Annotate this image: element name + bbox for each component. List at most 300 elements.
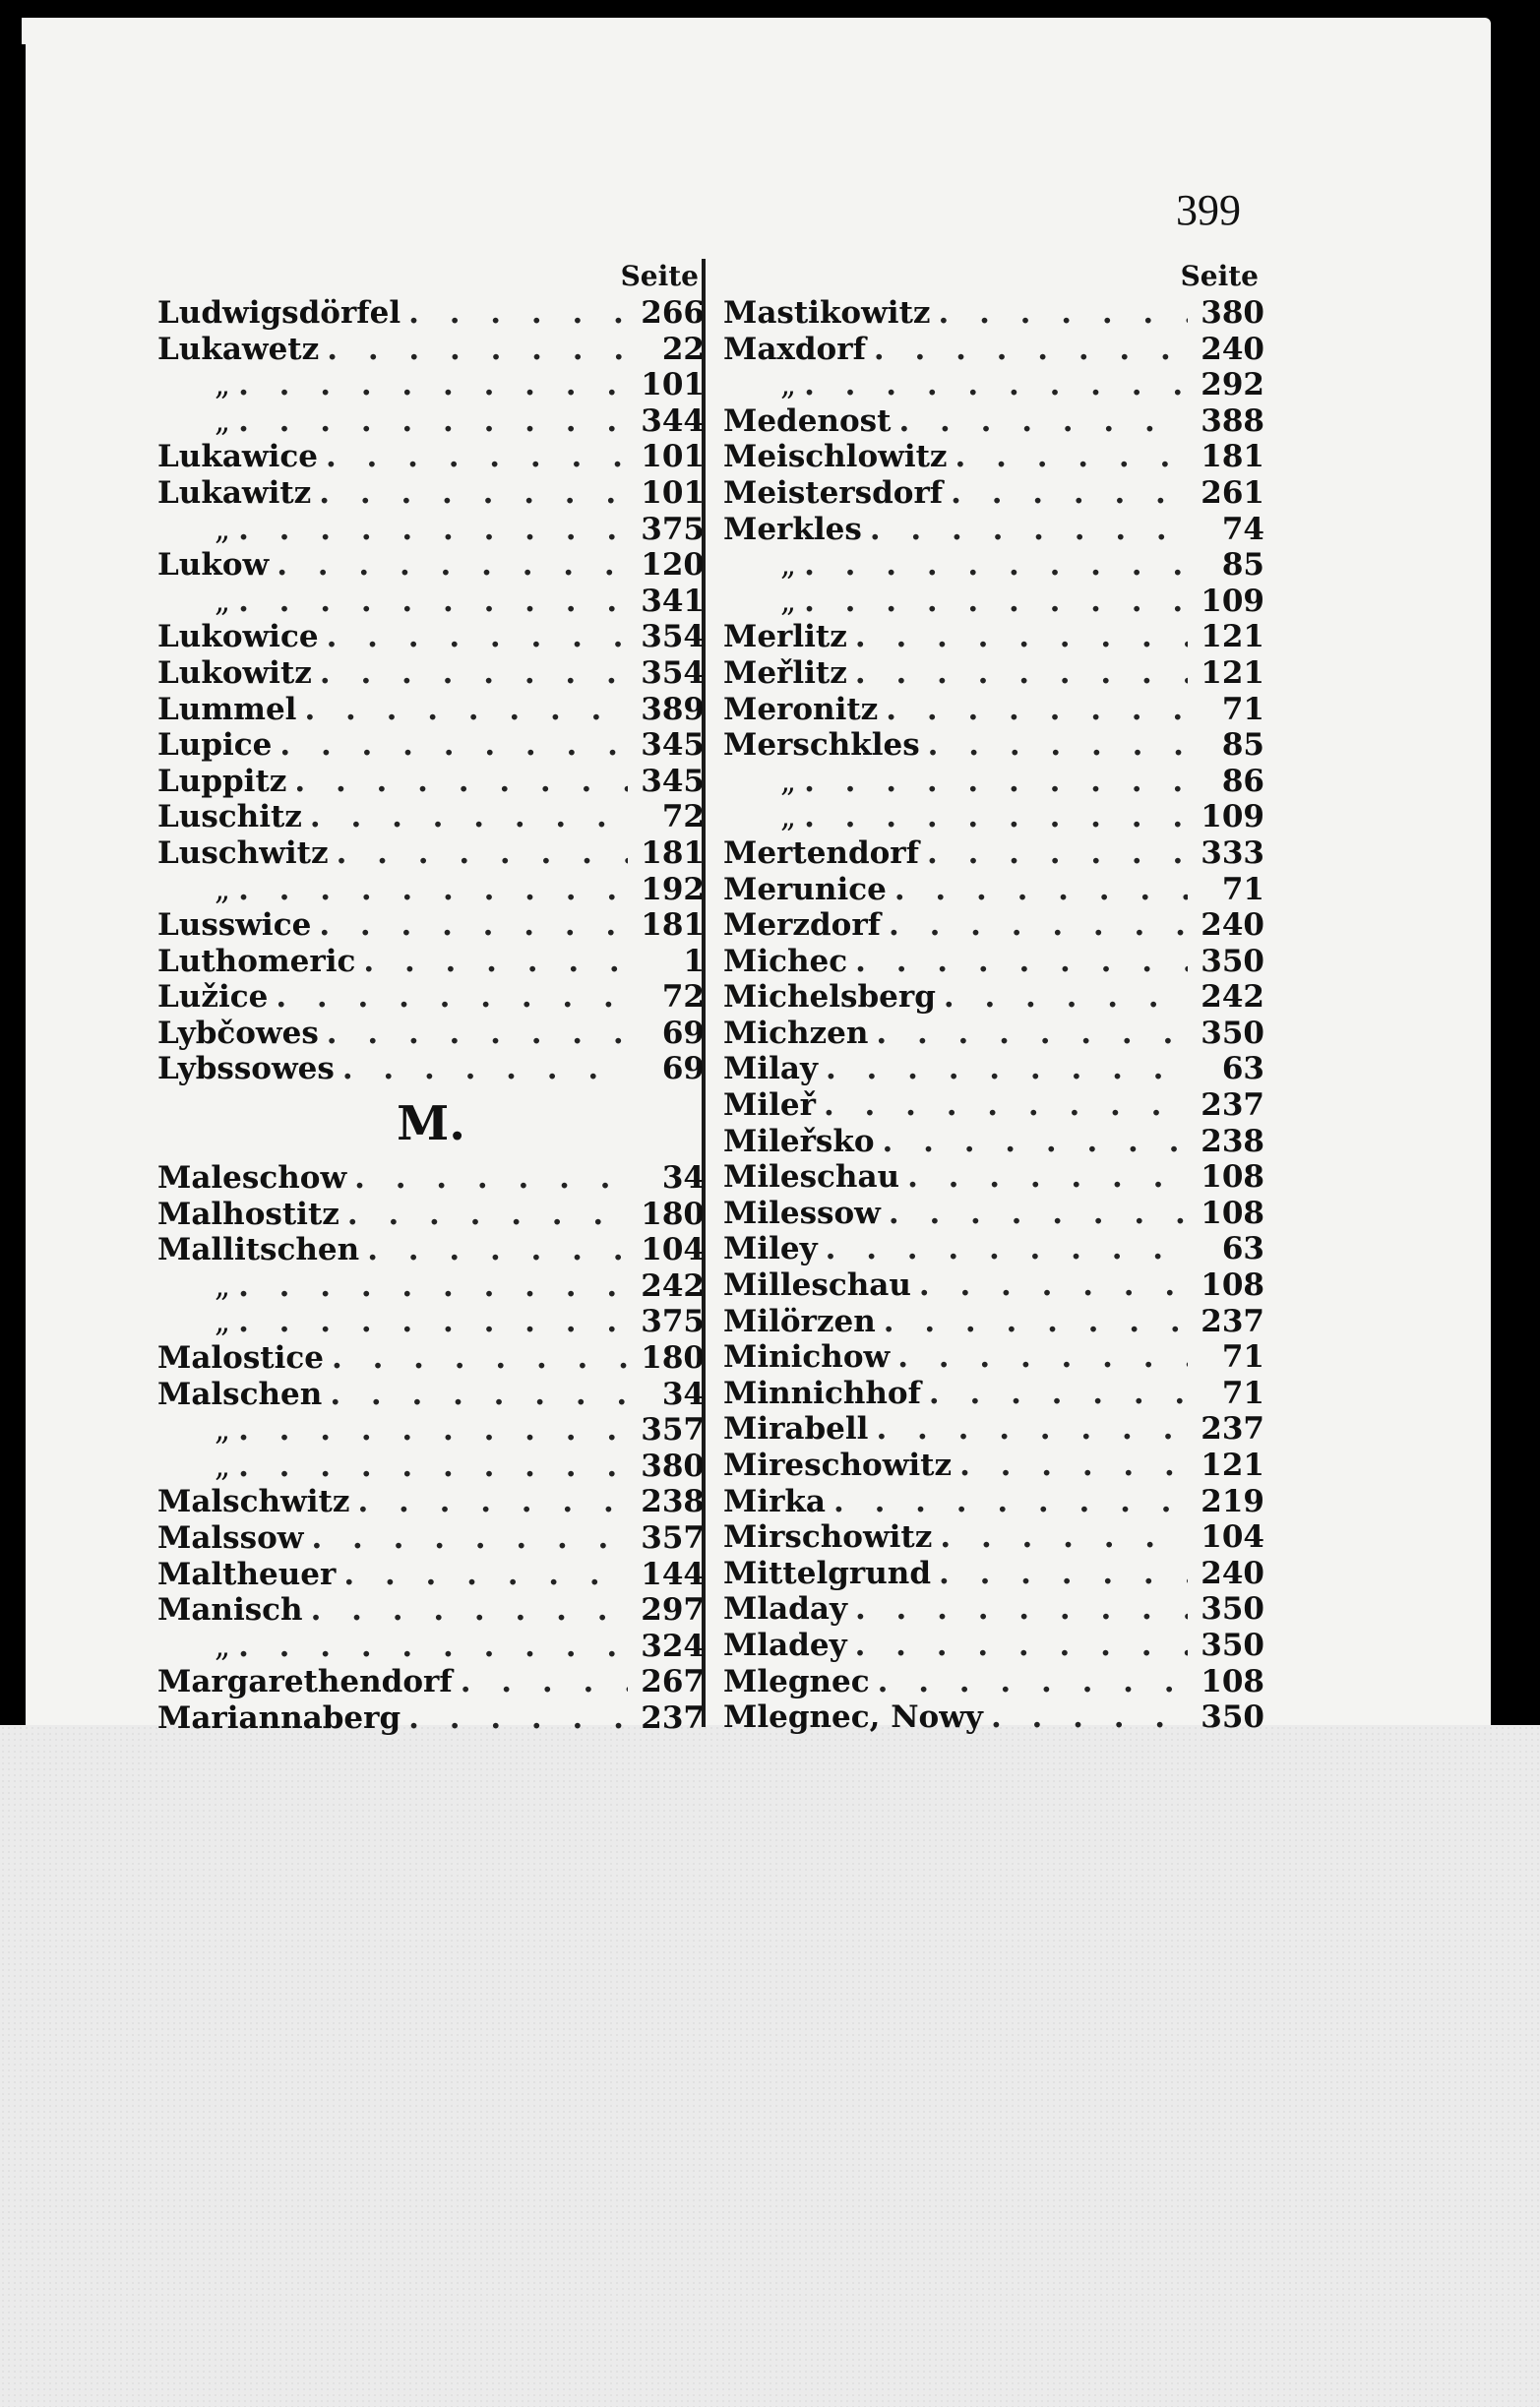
leader-dots xyxy=(907,1159,1188,1196)
entry-name: Miley xyxy=(723,1231,818,1267)
entry-name: Malschen xyxy=(157,1376,323,1412)
index-entry xyxy=(723,1087,1264,1124)
leader-dots xyxy=(408,1700,628,1737)
entry-page: 192 xyxy=(641,871,705,907)
entry-page: 63 xyxy=(1221,1231,1264,1267)
leader-dots xyxy=(367,1232,628,1268)
entry-name: Lužice xyxy=(157,979,269,1016)
entry-name: Luschwitz xyxy=(157,834,329,871)
entry-page: 242 xyxy=(1201,979,1264,1016)
index-entry xyxy=(723,403,1264,440)
index-entry xyxy=(157,367,705,403)
leader-dots xyxy=(238,403,628,440)
index-entry xyxy=(723,1304,1264,1340)
index-entry xyxy=(157,1197,705,1233)
index-entry xyxy=(723,295,1264,332)
index-entry xyxy=(723,332,1264,368)
index-entry xyxy=(157,403,705,440)
leader-dots xyxy=(991,1699,1188,1736)
entry-page: 380 xyxy=(1201,295,1264,331)
entry-name: Malhostitz xyxy=(157,1196,339,1232)
entry-page: 181 xyxy=(641,907,705,944)
leader-dots xyxy=(959,1448,1188,1484)
entry-page: 266 xyxy=(641,295,705,331)
leader-dots xyxy=(354,1160,628,1197)
leader-dots xyxy=(327,1016,628,1052)
entry-page: 181 xyxy=(1201,439,1264,475)
entry-page: 357 xyxy=(641,1412,705,1449)
index-entry xyxy=(157,619,705,655)
entry-name: Merschkles xyxy=(723,727,920,764)
index-entry xyxy=(157,1051,705,1087)
index-entry xyxy=(723,367,1264,403)
entry-name: Mladey xyxy=(723,1627,847,1663)
leader-dots xyxy=(279,727,628,764)
index-entry xyxy=(723,872,1264,908)
entry-name: Merlitz xyxy=(723,619,847,655)
index-entry xyxy=(157,439,705,475)
index-entry xyxy=(157,1557,705,1593)
entry-name: Mileřsko xyxy=(723,1123,875,1159)
entry-page: 86 xyxy=(1221,763,1264,799)
index-entry xyxy=(157,1016,705,1052)
leader-dots xyxy=(342,1051,628,1087)
leader-dots xyxy=(304,692,628,728)
entry-name: Milay xyxy=(723,1051,818,1087)
entry-page: 108 xyxy=(1201,1663,1264,1699)
entry-name: Lybssowes xyxy=(157,1051,335,1087)
entry-page: 237 xyxy=(641,1699,705,1736)
index-entry xyxy=(157,799,705,835)
entry-page: 181 xyxy=(641,834,705,871)
entry-name: Medenost xyxy=(723,402,892,439)
entry-name: Mariannaberg xyxy=(157,1699,401,1736)
index-entry xyxy=(723,1267,1264,1304)
index-entry xyxy=(157,872,705,908)
leader-dots xyxy=(824,1087,1188,1124)
leader-dots xyxy=(804,799,1188,835)
entry-page: 1 xyxy=(683,943,705,979)
leader-dots xyxy=(955,439,1188,475)
index-entry xyxy=(723,944,1264,980)
index-entry xyxy=(723,1448,1264,1484)
entry-page: 34 xyxy=(661,1160,705,1197)
leader-dots xyxy=(870,512,1188,548)
leader-dots xyxy=(855,944,1188,980)
entry-name: Luppitz xyxy=(157,763,287,799)
entry-page: 354 xyxy=(641,619,705,655)
leader-dots xyxy=(238,1629,628,1665)
index-entry xyxy=(157,1592,705,1629)
entry-page: 350 xyxy=(1201,1699,1264,1736)
leader-dots xyxy=(238,872,628,908)
entry-name: Minnichhof xyxy=(723,1375,921,1411)
entry-name: Mirabell xyxy=(723,1411,869,1448)
leader-dots xyxy=(855,1628,1188,1664)
section-letter: M. xyxy=(397,1096,465,1152)
index-entry xyxy=(157,655,705,692)
leader-dots xyxy=(894,872,1188,908)
leader-dots xyxy=(363,944,628,980)
entry-list-m-continued xyxy=(723,295,1264,1736)
entry-page: 180 xyxy=(641,1340,705,1377)
entry-name: „ xyxy=(780,799,797,835)
index-entry xyxy=(723,1159,1264,1196)
index-entry xyxy=(157,979,705,1016)
leader-dots xyxy=(939,1556,1188,1592)
index-entry xyxy=(157,835,705,872)
entry-page: 240 xyxy=(1201,907,1264,944)
entry-name: „ xyxy=(780,367,797,403)
entry-name: „ xyxy=(780,763,797,799)
entry-name: Luthomeric xyxy=(157,943,356,979)
index-entry xyxy=(157,692,705,728)
entry-page: 237 xyxy=(1201,1087,1264,1124)
index-entry xyxy=(157,907,705,944)
entry-name: Milörzen xyxy=(723,1303,876,1339)
entry-page: 219 xyxy=(1201,1483,1264,1519)
leader-dots xyxy=(238,1268,628,1305)
entry-name: „ xyxy=(215,871,231,907)
entry-name: Michelsberg xyxy=(723,979,936,1016)
entry-name: Mileř xyxy=(723,1087,816,1124)
entry-name: Milleschau xyxy=(723,1267,911,1304)
entry-name: Mlegnec, Nowy xyxy=(723,1699,983,1736)
entry-page: 69 xyxy=(661,1015,705,1051)
entry-name: „ xyxy=(215,1628,231,1664)
entry-page: 108 xyxy=(1201,1267,1264,1304)
entry-name: Merunice xyxy=(723,871,887,907)
index-entry xyxy=(157,1629,705,1665)
index-entry xyxy=(157,764,705,800)
entry-name: Lummel xyxy=(157,691,297,727)
entry-name: Lukawitz xyxy=(157,474,312,511)
leader-dots xyxy=(804,764,1188,800)
entry-name: Manisch xyxy=(157,1592,303,1629)
leader-dots xyxy=(804,547,1188,584)
leader-dots xyxy=(897,1339,1188,1376)
leader-dots xyxy=(238,1449,628,1485)
leader-dots xyxy=(898,403,1188,440)
leader-dots xyxy=(889,907,1188,944)
entry-page: 240 xyxy=(1201,1555,1264,1591)
index-entry xyxy=(157,1520,705,1557)
entry-page: 341 xyxy=(641,583,705,619)
entry-page: 350 xyxy=(1201,943,1264,979)
leader-dots xyxy=(855,1591,1188,1628)
entry-page: 297 xyxy=(641,1592,705,1629)
leader-dots xyxy=(886,692,1188,728)
entry-name: Lybčowes xyxy=(157,1015,319,1051)
leader-dots xyxy=(929,1376,1188,1412)
entry-page: 69 xyxy=(661,1051,705,1087)
entry-page: 121 xyxy=(1201,619,1264,655)
entry-name: Meischlowitz xyxy=(723,439,948,475)
entry-page: 180 xyxy=(641,1196,705,1232)
index-entry xyxy=(157,1412,705,1449)
index-entry xyxy=(723,584,1264,620)
index-entry xyxy=(157,1377,705,1413)
entry-name: Ludwigsdörfel xyxy=(157,295,401,331)
entry-name: „ xyxy=(215,367,231,403)
entry-name: „ xyxy=(215,402,231,439)
entry-name: Meronitz xyxy=(723,691,879,727)
entry-page: 350 xyxy=(1201,1591,1264,1628)
entry-page: 267 xyxy=(641,1664,705,1700)
index-entry xyxy=(723,692,1264,728)
entry-name: Minichow xyxy=(723,1339,891,1376)
index-entry xyxy=(723,1664,1264,1700)
index-column-right xyxy=(723,258,1264,1736)
index-entry xyxy=(157,1700,705,1737)
index-entry xyxy=(723,547,1264,584)
entry-name: „ xyxy=(780,547,797,584)
index-entry xyxy=(157,1268,705,1305)
leader-dots xyxy=(326,439,628,475)
entry-page: 101 xyxy=(641,367,705,403)
leader-dots xyxy=(804,584,1188,620)
leader-dots xyxy=(327,332,628,368)
leader-dots xyxy=(319,907,628,944)
index-entry xyxy=(157,1340,705,1377)
index-entry xyxy=(723,764,1264,800)
index-entry xyxy=(723,619,1264,655)
entry-name: Malschwitz xyxy=(157,1484,350,1520)
entry-page: 389 xyxy=(641,691,705,727)
entry-name: Lupice xyxy=(157,727,273,764)
index-entry xyxy=(157,1664,705,1700)
index-entry xyxy=(723,1628,1264,1664)
index-entry xyxy=(723,1339,1264,1376)
index-column-left xyxy=(157,258,705,1737)
entry-page: 357 xyxy=(641,1520,705,1556)
index-entry xyxy=(723,1124,1264,1160)
entry-name: Mlegnec xyxy=(723,1663,870,1699)
leader-dots xyxy=(238,512,628,548)
index-entry xyxy=(157,512,705,548)
index-entry xyxy=(723,1051,1264,1087)
entry-name: Mertendorf xyxy=(723,834,919,871)
entry-name: Lukow xyxy=(157,547,270,584)
entry-page: 120 xyxy=(641,547,705,584)
entry-page: 101 xyxy=(641,474,705,511)
leader-dots xyxy=(919,1267,1188,1304)
entry-name: „ xyxy=(215,583,231,619)
entry-page: 261 xyxy=(1201,474,1264,511)
leader-dots xyxy=(276,979,628,1016)
entry-list-m xyxy=(157,1160,705,1737)
entry-name: Malssow xyxy=(157,1520,304,1556)
index-entry xyxy=(723,1519,1264,1556)
leader-dots xyxy=(330,1377,628,1413)
entry-page: 345 xyxy=(641,727,705,764)
leader-dots xyxy=(833,1484,1188,1520)
index-entry xyxy=(157,944,705,980)
index-entry xyxy=(157,1449,705,1485)
column-header: Seite xyxy=(1180,260,1259,292)
entry-name: Lukowice xyxy=(157,619,319,655)
entry-name: „ xyxy=(215,1267,231,1304)
leader-dots xyxy=(883,1124,1188,1160)
leader-dots xyxy=(343,1557,628,1593)
index-entry xyxy=(157,1484,705,1520)
entry-page: 101 xyxy=(641,439,705,475)
entry-page: 72 xyxy=(661,799,705,835)
index-entry xyxy=(157,547,705,584)
page-left-shadow xyxy=(0,44,26,1725)
entry-page: 144 xyxy=(641,1556,705,1592)
entry-page: 63 xyxy=(1221,1051,1264,1087)
entry-page: 71 xyxy=(1221,1339,1264,1376)
leader-dots xyxy=(939,295,1189,332)
entry-name: Meřlitz xyxy=(723,654,847,691)
entry-page: 85 xyxy=(1221,547,1264,584)
leader-dots xyxy=(876,1411,1188,1448)
leader-dots xyxy=(878,1664,1188,1700)
index-entry xyxy=(723,512,1264,548)
index-entry xyxy=(723,979,1264,1016)
entry-list-l xyxy=(157,295,705,1087)
entry-name: „ xyxy=(215,1412,231,1449)
leader-dots xyxy=(320,655,628,692)
index-entry xyxy=(157,295,705,332)
leader-dots xyxy=(928,727,1188,764)
entry-page: 375 xyxy=(641,511,705,547)
entry-name: Margarethendorf xyxy=(157,1664,453,1700)
index-entry xyxy=(723,835,1264,872)
leader-dots xyxy=(927,835,1188,872)
leader-dots xyxy=(277,547,628,584)
entry-name: Merkles xyxy=(723,511,862,547)
leader-dots xyxy=(889,1196,1188,1232)
leader-dots xyxy=(944,979,1188,1016)
entry-page: 85 xyxy=(1221,727,1264,764)
entry-page: 292 xyxy=(1201,367,1264,403)
leader-dots xyxy=(238,1304,628,1340)
leader-dots xyxy=(327,619,628,655)
entry-name: Mireschowitz xyxy=(723,1448,953,1483)
entry-name: Mastikowitz xyxy=(723,295,931,331)
entry-name: Mladay xyxy=(723,1591,847,1628)
entry-name: „ xyxy=(215,1448,231,1484)
index-entry xyxy=(723,1591,1264,1628)
index-entry xyxy=(157,1304,705,1340)
leader-dots xyxy=(874,332,1188,368)
entry-name: Lusswice xyxy=(157,907,312,944)
leader-dots xyxy=(461,1664,628,1700)
entry-page: 121 xyxy=(1201,1448,1264,1483)
entry-page: 388 xyxy=(1201,402,1264,439)
entry-page: 344 xyxy=(641,402,705,439)
entry-name: Mirka xyxy=(723,1483,826,1519)
entry-page: 333 xyxy=(1201,834,1264,871)
entry-name: Meistersdorf xyxy=(723,474,944,511)
leader-dots xyxy=(238,1412,628,1449)
leader-dots xyxy=(319,475,628,512)
leader-dots xyxy=(951,475,1188,512)
entry-name: „ xyxy=(780,583,797,619)
empty-background-area xyxy=(0,1725,1540,2407)
index-entry xyxy=(157,727,705,764)
entry-page: 71 xyxy=(1221,1375,1264,1411)
leader-dots xyxy=(347,1197,628,1233)
index-entry xyxy=(157,332,705,368)
entry-page: 108 xyxy=(1201,1159,1264,1196)
entry-name: „ xyxy=(215,511,231,547)
entry-name: Maleschow xyxy=(157,1160,347,1197)
leader-dots xyxy=(940,1519,1188,1556)
entry-name: Lukowitz xyxy=(157,654,312,691)
entry-page: 108 xyxy=(1201,1195,1264,1231)
entry-page: 121 xyxy=(1201,654,1264,691)
leader-dots xyxy=(310,799,628,835)
index-entry xyxy=(723,1376,1264,1412)
entry-name: Lukawetz xyxy=(157,331,320,367)
leader-dots xyxy=(408,295,628,332)
entry-name: Milessow xyxy=(723,1195,881,1231)
index-entry xyxy=(723,1016,1264,1052)
entry-name: Michzen xyxy=(723,1015,869,1051)
leader-dots xyxy=(826,1051,1188,1087)
index-entry xyxy=(723,475,1264,512)
index-entry xyxy=(157,1232,705,1268)
leader-dots xyxy=(876,1016,1188,1052)
leader-dots xyxy=(804,367,1188,403)
entry-name: Mittelgrund xyxy=(723,1555,931,1591)
index-entry xyxy=(723,439,1264,475)
index-entry xyxy=(157,584,705,620)
index-entry xyxy=(723,1411,1264,1448)
leader-dots xyxy=(855,619,1188,655)
entry-name: „ xyxy=(215,1304,231,1340)
entry-page: 104 xyxy=(641,1232,705,1268)
entry-name: Mallitschen xyxy=(157,1232,360,1268)
entry-name: Lukawice xyxy=(157,439,318,475)
index-entry xyxy=(723,1484,1264,1520)
entry-page: 375 xyxy=(641,1304,705,1340)
column-header: Seite xyxy=(620,260,699,292)
index-entry xyxy=(723,799,1264,835)
entry-page: 237 xyxy=(1201,1303,1264,1339)
index-entry xyxy=(723,655,1264,692)
entry-name: Maxdorf xyxy=(723,331,866,367)
entry-page: 238 xyxy=(641,1484,705,1520)
entry-page: 71 xyxy=(1221,691,1264,727)
index-entry xyxy=(157,1160,705,1197)
entry-name: Maltheuer xyxy=(157,1556,337,1592)
entry-page: 238 xyxy=(1201,1123,1264,1159)
index-entry xyxy=(723,727,1264,764)
entry-name: Mileschau xyxy=(723,1159,900,1196)
entry-page: 242 xyxy=(641,1267,705,1304)
leader-dots xyxy=(294,764,628,800)
index-entry xyxy=(723,907,1264,944)
entry-page: 350 xyxy=(1201,1627,1264,1663)
page-number: 399 xyxy=(1176,186,1241,234)
index-entry xyxy=(723,1556,1264,1592)
index-entry xyxy=(723,1196,1264,1232)
entry-page: 109 xyxy=(1201,583,1264,619)
entry-page: 240 xyxy=(1201,331,1264,367)
leader-dots xyxy=(311,1520,628,1557)
leader-dots xyxy=(238,584,628,620)
entry-page: 324 xyxy=(641,1628,705,1664)
entry-name: Mirschowitz xyxy=(723,1519,933,1556)
leader-dots xyxy=(826,1231,1188,1267)
leader-dots xyxy=(337,835,628,872)
entry-page: 104 xyxy=(1201,1519,1264,1556)
leader-dots xyxy=(332,1340,628,1377)
